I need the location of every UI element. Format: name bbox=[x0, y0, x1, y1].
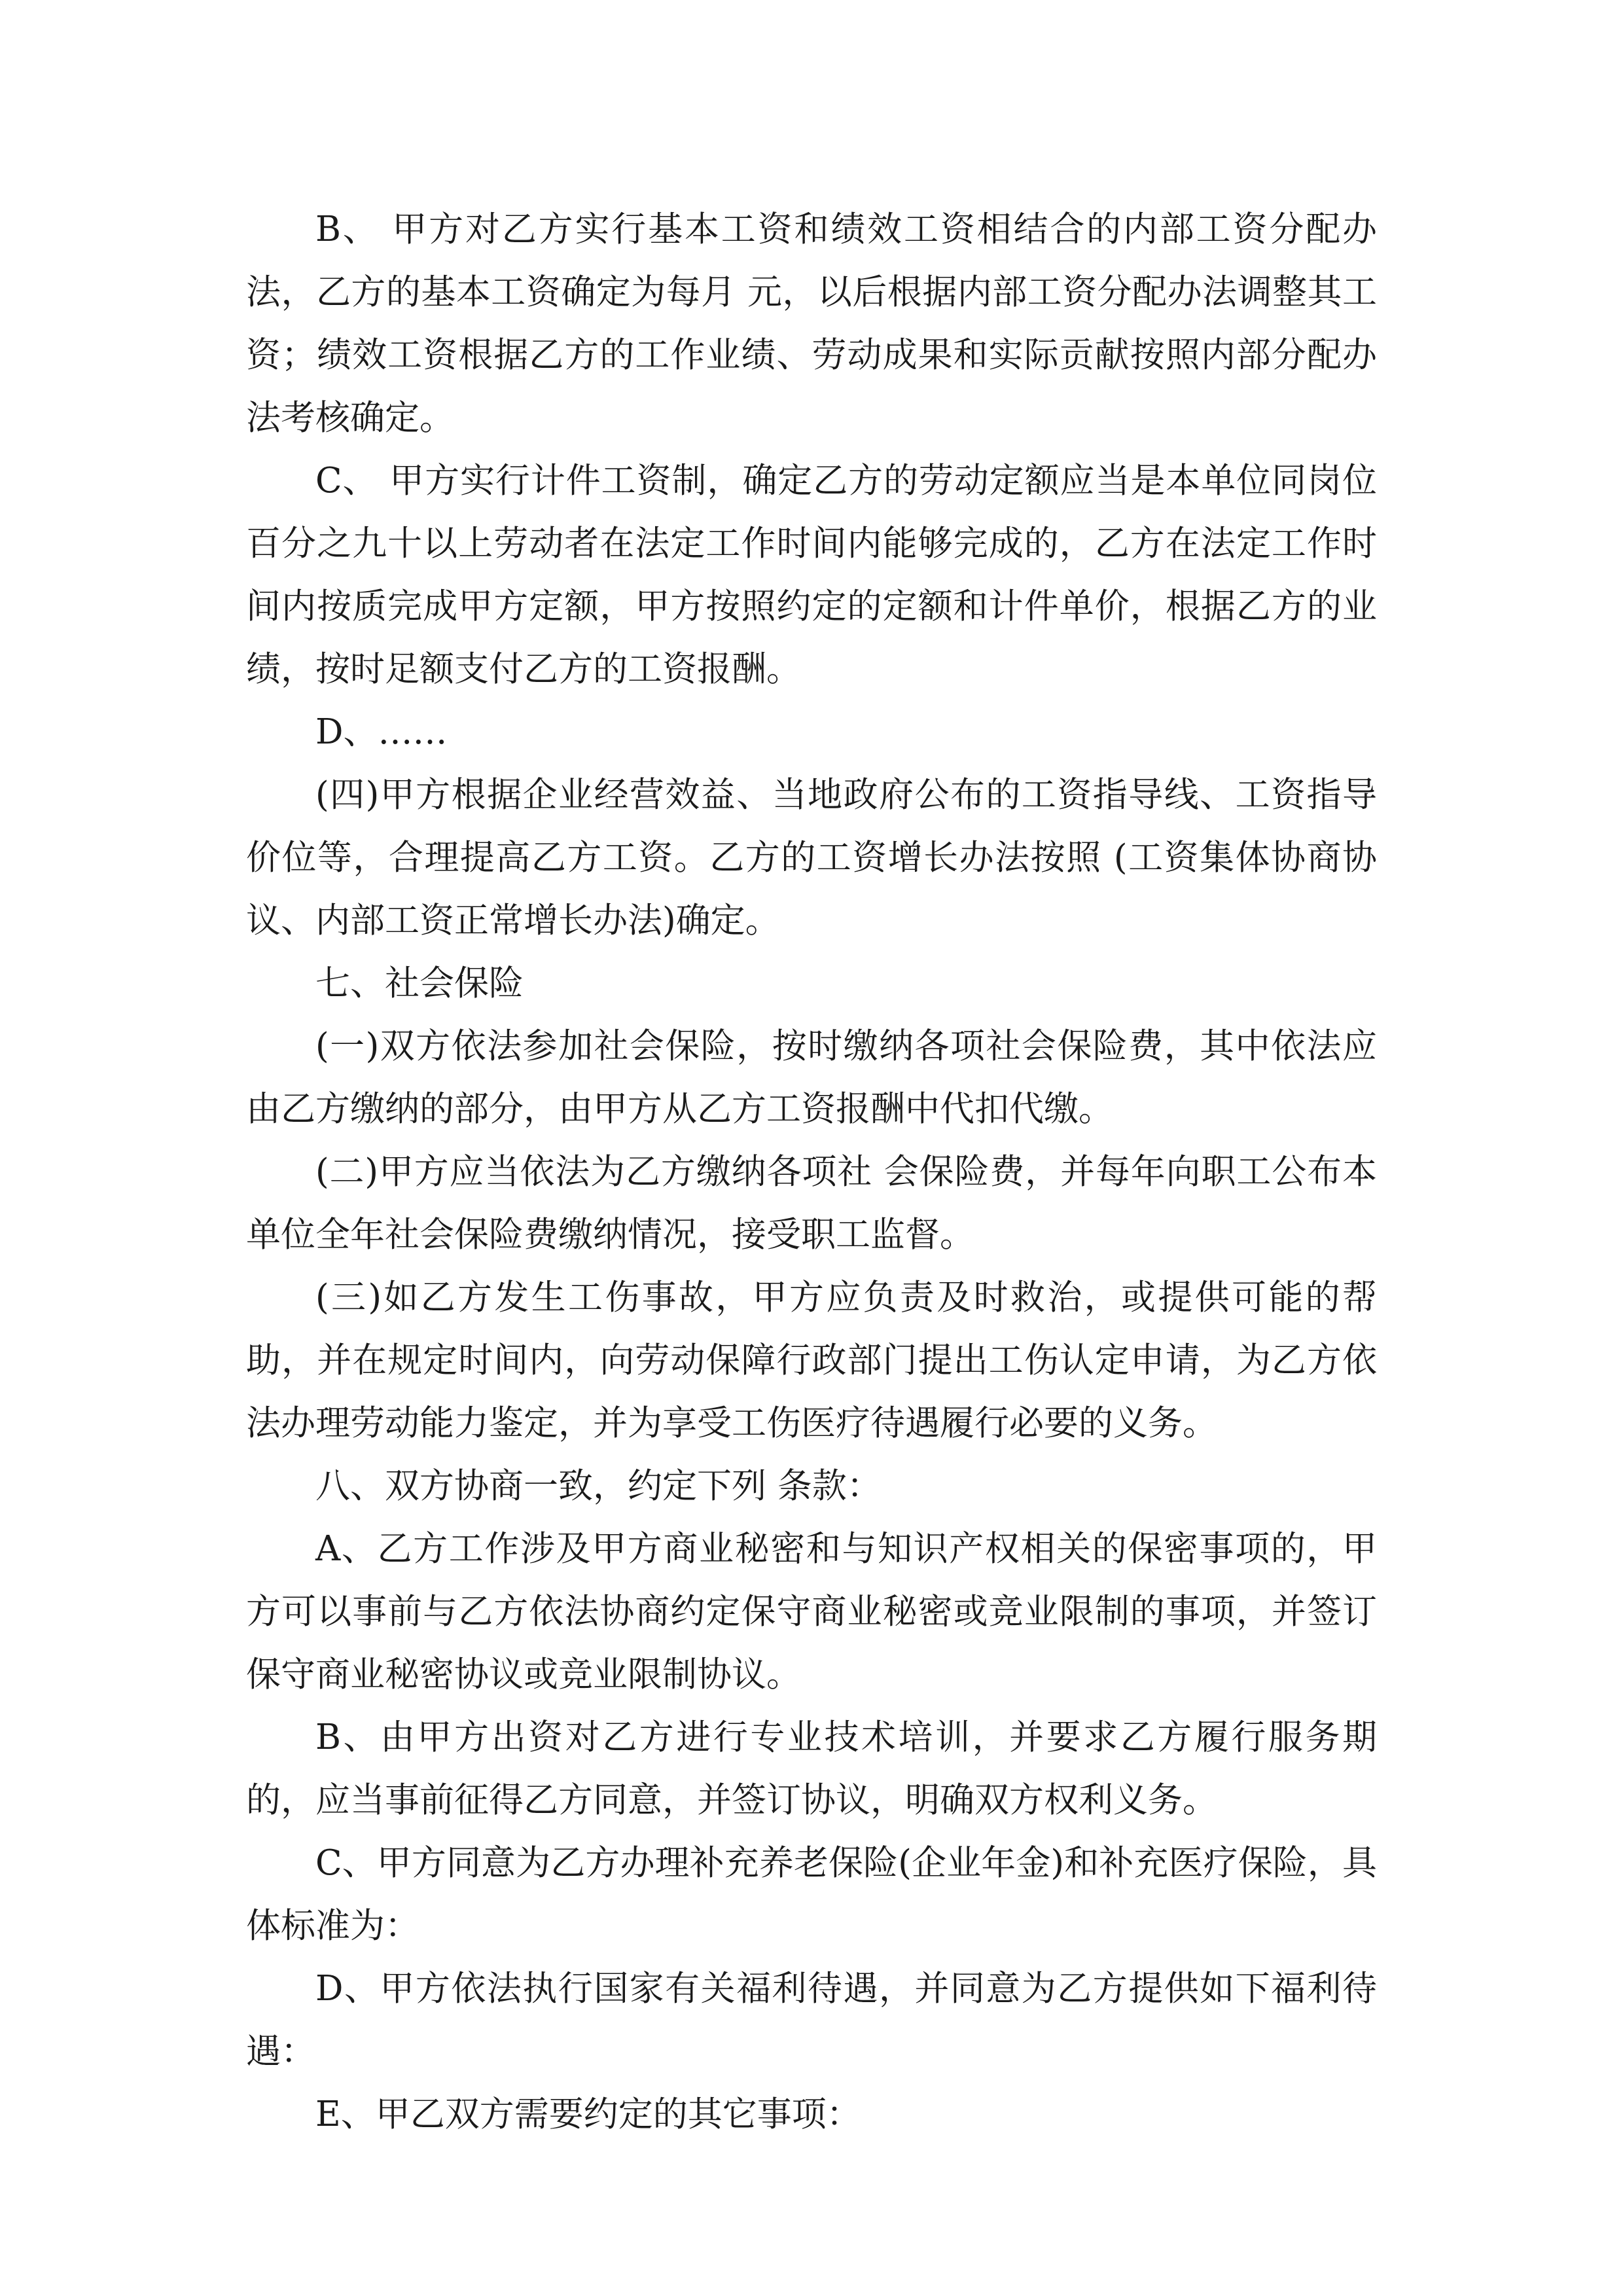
paragraph-term-e: E、甲乙双方需要约定的其它事项： bbox=[315, 2094, 861, 2134]
paragraph-insurance-2: (二)甲方应当依法为乙方缴纳各项社 会保险费，并每年向职工公布本单位全年社会保险费缴纳情况，接受职工监督。 bbox=[246, 1152, 1377, 1255]
paragraph-term-d: D、甲方依法执行国家有关福利待遇，并同意为乙方提供如下福利待遇： bbox=[246, 1969, 1377, 2072]
paragraph-wage-increase: (四)甲方根据企业经营效益、当地政府公布的工资指导线、工资指导价位等，合理提高乙方工资。乙方的工资增长办法按照 (工资集体协商协议、内部工资正常增长办法)确定。 bbox=[246, 775, 1377, 941]
paragraph-term-b: B、由甲方出资对乙方进行专业技术培训，并要求乙方履行服务期的，应当事前征得乙方同意，并签订协议，明确双方权利义务。 bbox=[246, 1717, 1377, 1820]
document-body bbox=[246, 198, 1377, 2146]
paragraph-d-ellipsis: D、…… bbox=[315, 712, 448, 752]
paragraph-c-piece-rate: C、 甲方实行计件工资制，确定乙方的劳动定额应当是本单位同岗位百分之九十以上劳动者在法定工作时间内能够完成的，乙方在法定工作时间内按质完成甲方定额，甲方按照约定的定额和计件单价，根据乙方的业绩，按时足额支付乙方的工资报酬。 bbox=[246, 461, 1377, 689]
section-heading-social-insurance: 七、社会保险 bbox=[315, 963, 524, 1003]
section-heading-agreed-terms: 八、双方协商一致，约定下列 条款： bbox=[315, 1466, 882, 1506]
paragraph-insurance-1: (一)双方依法参加社会保险，按时缴纳各项社会保险费，其中依法应由乙方缴纳的部分，由甲方从乙方工资报酬中代扣代缴。 bbox=[246, 1026, 1377, 1129]
paragraph-insurance-3: (三)如乙方发生工伤事故，甲方应负责及时救治，或提供可能的帮助，并在规定时间内，向劳动保障行政部门提出工伤认定申请，为乙方依法办理劳动能力鉴定，并为享受工伤医疗待遇履行必要的义务。 bbox=[246, 1278, 1377, 1443]
paragraph-term-a: A、乙方工作涉及甲方商业秘密和与知识产权相关的保密事项的，甲方可以事前与乙方依法协商约定保守商业秘密或竞业限制的事项，并签订保守商业秘密协议或竞业限制协议。 bbox=[246, 1529, 1377, 1695]
paragraph-term-c: C、甲方同意为乙方办理补充养老保险(企业年金)和补充医疗保险，具体标准为： bbox=[246, 1843, 1377, 1946]
paragraph-b-wage-system: B、 甲方对乙方实行基本工资和绩效工资相结合的内部工资分配办法，乙方的基本工资确定为每月 元，以后根据内部工资分配办法调整其工资；绩效工资根据乙方的工作业绩、劳动成果和实际贡献按照内部分配办法考核确定。 bbox=[246, 209, 1377, 438]
